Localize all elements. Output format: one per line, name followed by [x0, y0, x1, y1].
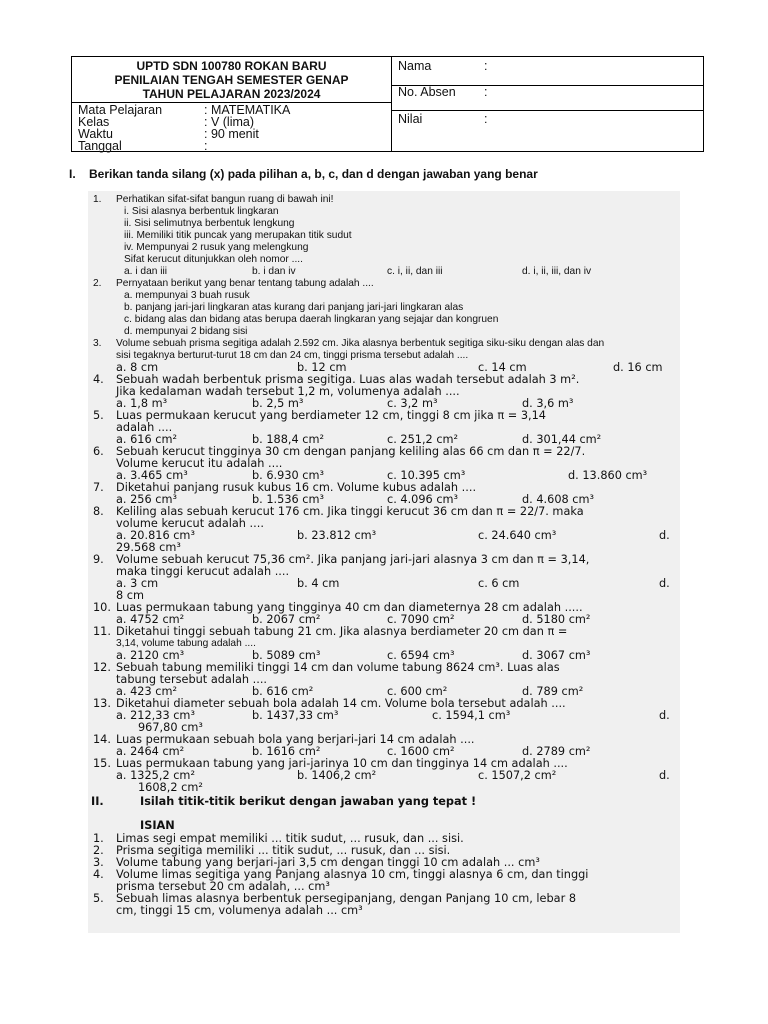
question-line: 9.	[93, 553, 104, 566]
question-line: a. 8 cm	[116, 361, 159, 374]
question-line: b. 1406,2 cm²	[297, 769, 377, 782]
meta-value: : MATEMATIKA	[204, 103, 291, 117]
question-line: Luas permukaan tabung yang tingginya 40 cm dan diameternya 28 cm adalah .....	[116, 601, 583, 614]
question-line: b. i dan iv	[252, 266, 296, 277]
name-field-label: Nama	[398, 59, 432, 73]
question-line: c. 6594 cm³	[387, 649, 455, 662]
question-line: c. 600 cm²	[387, 685, 448, 698]
meta-key: Tanggal	[78, 139, 122, 153]
question-line: 10.	[93, 601, 111, 614]
question-line: Jika kedalaman wadah tersebut 1,2 m, volumenya adalah ....	[116, 385, 460, 398]
question-line: 5.	[93, 409, 104, 422]
question-line: Luas permukaan tabung yang jari-jarinya 10 cm dan tingginya 14 cm adalah ....	[116, 757, 568, 770]
meta-list	[78, 104, 378, 152]
section-title: Berikan tanda silang (x) pada pilihan a, b, c, dan d dengan jawaban yang benar	[89, 167, 538, 181]
question-line: 15.	[93, 757, 111, 770]
question-line: 7.	[93, 481, 104, 494]
question-line: a. 423 cm²	[116, 685, 178, 698]
question-line: prisma tersebut 20 cm adalah, ... cm³	[116, 880, 330, 893]
question-line: c. 7090 cm²	[387, 613, 455, 626]
question-line: Isilah titik-titik berikut dengan jawaban yang tepat !	[140, 795, 477, 808]
question-line: d. 789 cm²	[522, 685, 584, 698]
question-line: a. 616 cm²	[116, 433, 178, 446]
question-line: b. 2067 cm²	[252, 613, 321, 626]
question-line: d. 3,6 m³	[522, 397, 574, 410]
question-line: 29.568 cm³	[116, 541, 181, 554]
question-line: 1.	[93, 832, 104, 845]
header-divider	[391, 57, 392, 151]
question-line: b. 1616 cm²	[252, 745, 321, 758]
question-line: 1608,2 cm²	[138, 781, 203, 794]
question-line: b. 4 cm	[297, 577, 340, 590]
absen-field-input[interactable]: :	[484, 85, 488, 99]
question-line: a. 4752 cm²	[116, 613, 185, 626]
question-line: maka tinggi kerucut adalah ....	[116, 565, 290, 578]
question-line: a. mempunyai 3 buah rusuk	[124, 290, 250, 301]
question-line: d. 5180 cm²	[522, 613, 591, 626]
question-line: 3.	[93, 338, 102, 349]
question-line: d.	[659, 709, 670, 722]
question-line: Luas permukaan kerucut yang berdiameter 12 cm, tinggi 8 cm jika π = 3,14	[116, 409, 546, 422]
question-line: a. 256 cm³	[116, 493, 178, 506]
question-line: c. 14 cm	[478, 361, 527, 374]
question-line: Volume sebuah kerucut 75,36 cm². Jika panjang jari-jari alasnya 3 cm dan π = 3,14,	[116, 553, 590, 566]
question-line: c. 6 cm	[478, 577, 520, 590]
question-line: b. 1437,33 cm³	[252, 709, 339, 722]
question-line: Volume kerucut itu adalah ....	[116, 457, 283, 470]
question-line: c. 1507,2 cm²	[478, 769, 557, 782]
question-line: a. 20.816 cm³	[116, 529, 195, 542]
question-line: tabung tersebut adalah ....	[116, 673, 268, 686]
meta-value: : V (lima)	[204, 115, 254, 129]
question-line: d. 13.860 cm³	[568, 469, 648, 482]
question-line: c. 1594,1 cm³	[432, 709, 511, 722]
question-line: a. 2464 cm²	[116, 745, 185, 758]
question-line: c. 251,2 cm²	[387, 433, 459, 446]
question-line: 11.	[93, 625, 111, 638]
question-line: c. 4.096 cm³	[387, 493, 459, 506]
question-line: Sifat kerucut ditunjukkan oleh nomor ....	[124, 254, 303, 265]
question-line: c. 10.395 cm³	[387, 469, 466, 482]
question-line: Volume tabung yang berjari-jari 3,5 cm dengan tinggi 10 cm adalah ... cm³	[116, 856, 540, 869]
question-line: a. 3 cm	[116, 577, 159, 590]
question-line: Diketahui tinggi sebuah tabung 21 cm. Jika alasnya berdiameter 20 cm dan π =	[116, 625, 568, 638]
question-line: Perhatikan sifat-sifat bangun ruang di bawah ini!	[116, 194, 334, 205]
question-line: adalah ....	[116, 421, 173, 434]
question-line: volume kerucut adalah ....	[116, 517, 264, 530]
question-line: Sebuah kerucut tingginya 30 cm dengan panjang keliling alas 66 cm dan π = 22/7.	[116, 445, 586, 458]
question-line: 3.	[93, 856, 104, 869]
question-line: cm, tinggi 15 cm, volumenya adalah ... cm³	[116, 904, 363, 917]
question-line: ii. Sisi selimutnya berbentuk lengkung	[124, 218, 295, 229]
question-line: b. 23.812 cm³	[297, 529, 377, 542]
meta-key: Kelas	[78, 115, 110, 129]
question-line: c. 24.640 cm³	[478, 529, 557, 542]
question-line: Sebuah wadah berbentuk prisma segitiga. Luas alas wadah tersebut adalah 3 m².	[116, 373, 580, 386]
question-line: d.	[659, 769, 670, 782]
question-line: Volume limas segitiga yang Panjang alasnya 10 cm, tinggi alasnya 6 cm, dan tinggi	[116, 868, 589, 881]
question-line: 8 cm	[116, 589, 144, 602]
question-line: a. 212,33 cm³	[116, 709, 195, 722]
question-line: 13.	[93, 697, 111, 710]
question-line: b. 2,5 m³	[252, 397, 304, 410]
question-line: b. 616 cm²	[252, 685, 314, 698]
question-line: a. 1325,2 cm²	[116, 769, 195, 782]
question-line: 967,80 cm³	[138, 721, 203, 734]
question-line: d. i, ii, iii, dan iv	[522, 266, 592, 277]
score-field-label: Nilai	[398, 112, 423, 126]
question-line: i. Sisi alasnya berbentuk lingkaran	[124, 206, 279, 217]
question-line: d. 16 cm	[613, 361, 663, 374]
question-line: 8.	[93, 505, 104, 518]
question-line: Sebuah limas alasnya berbentuk persegipanjang, dengan Panjang 10 cm, lebar 8	[116, 892, 577, 905]
question-line: c. bidang alas dan bidang atas berupa daerah lingkaran yang sejajar dan kongruen	[124, 314, 499, 325]
question-line: 2.	[93, 278, 102, 289]
school-name: UPTD SDN 100780 ROKAN BARU	[136, 59, 327, 73]
exam-title: PENILAIAN TENGAH SEMESTER GENAP	[114, 73, 349, 87]
question-line: c. 3,2 m³	[387, 397, 438, 410]
question-line: a. i dan iii	[124, 266, 168, 277]
question-line: d. mempunyai 2 bidang sisi	[124, 326, 248, 337]
question-line: Diketahui panjang rusuk kubus 16 cm. Volume kubus adalah ....	[116, 481, 477, 494]
question-area	[88, 191, 680, 933]
question-line: d. 3067 cm³	[522, 649, 591, 662]
question-line: d. 4.608 cm³	[522, 493, 595, 506]
question-line: sisi tegaknya berturut-turut 18 cm dan 24 cm, tinggi prisma tersebut adalah ....	[116, 350, 469, 361]
section-number: I.	[69, 167, 76, 181]
question-line: 2.	[93, 844, 104, 857]
question-line: 6.	[93, 445, 104, 458]
question-line: Volume sebuah prisma segitiga adalah 2.592 cm. Jika alasnya berbentuk segitiga siku-siku dengan alas dan	[116, 338, 605, 349]
absen-field-label: No. Absen	[398, 85, 456, 99]
question-line: 14.	[93, 733, 111, 746]
meta-value: :	[204, 139, 208, 153]
question-line: Limas segi empat memiliki ... titik sudut, ... rusuk, dan ... sisi.	[116, 832, 464, 845]
question-line: 4.	[93, 373, 104, 386]
question-line: iv. Mempunyai 2 rusuk yang melengkung	[124, 242, 309, 253]
question-line: b. 188,4 cm²	[252, 433, 325, 446]
question-line: Prisma segitiga memiliki ... titik sudut, ... rusuk, dan ... sisi.	[116, 844, 451, 857]
meta-key: Mata Pelajaran	[78, 103, 163, 117]
question-line: 12.	[93, 661, 111, 674]
question-line: a. 3.465 cm³	[116, 469, 188, 482]
question-line: 4.	[93, 868, 104, 881]
question-line: Luas permukaan sebuah bola yang berjari-jari 14 cm adalah ....	[116, 733, 475, 746]
academic-year: TAHUN PELAJARAN 2023/2024	[142, 87, 321, 101]
question-line: 3,14, volume tabung adalah ....	[116, 638, 256, 649]
question-line: 5.	[93, 892, 104, 905]
question-line: ISIAN	[140, 819, 175, 832]
question-line: a. 1,8 m³	[116, 397, 168, 410]
question-line: d.	[659, 577, 670, 590]
question-line: II.	[91, 795, 104, 808]
question-line: c. 1600 cm²	[387, 745, 455, 758]
question-line: Sebuah tabung memiliki tinggi 14 cm dan volume tabung 8624 cm³. Luas alas	[116, 661, 560, 674]
question-line: b. 5089 cm³	[252, 649, 321, 662]
question-line: Pernyataan berikut yang benar tentang tabung adalah ....	[116, 278, 374, 289]
name-field-input[interactable]: :	[484, 59, 488, 73]
question-line: Diketahui diameter sebuah bola adalah 14 cm. Volume bola tersebut adalah ....	[116, 697, 566, 710]
question-line: c. i, ii, dan iii	[387, 266, 443, 277]
question-line: iii. Memiliki titik puncak yang merupakan titik sudut	[124, 230, 352, 241]
question-line: b. 6.930 cm³	[252, 469, 325, 482]
question-line: d.	[659, 529, 670, 542]
exam-header-table	[71, 56, 704, 152]
header-rule	[391, 110, 704, 111]
question-line: b. panjang jari-jari lingkaran atas kurang dari panjang jari-jari lingkaran alas	[124, 302, 464, 313]
question-line: b. 1.536 cm³	[252, 493, 325, 506]
question-line: b. 12 cm	[297, 361, 347, 374]
section-1-heading	[69, 167, 538, 181]
meta-value: : 90 menit	[204, 127, 259, 141]
question-line: 1.	[93, 194, 102, 205]
meta-row-date	[78, 140, 378, 152]
question-line: a. 2120 cm³	[116, 649, 185, 662]
meta-key: Waktu	[78, 127, 113, 141]
question-line: Keliling alas sebuah kerucut 176 cm. Jika tinggi kerucut 36 cm dan π = 22/7. maka	[116, 505, 584, 518]
score-field-input[interactable]: :	[484, 112, 488, 126]
question-line: d. 301,44 cm²	[522, 433, 602, 446]
meta-row-time	[78, 128, 378, 140]
question-line: d. 2789 cm²	[522, 745, 591, 758]
